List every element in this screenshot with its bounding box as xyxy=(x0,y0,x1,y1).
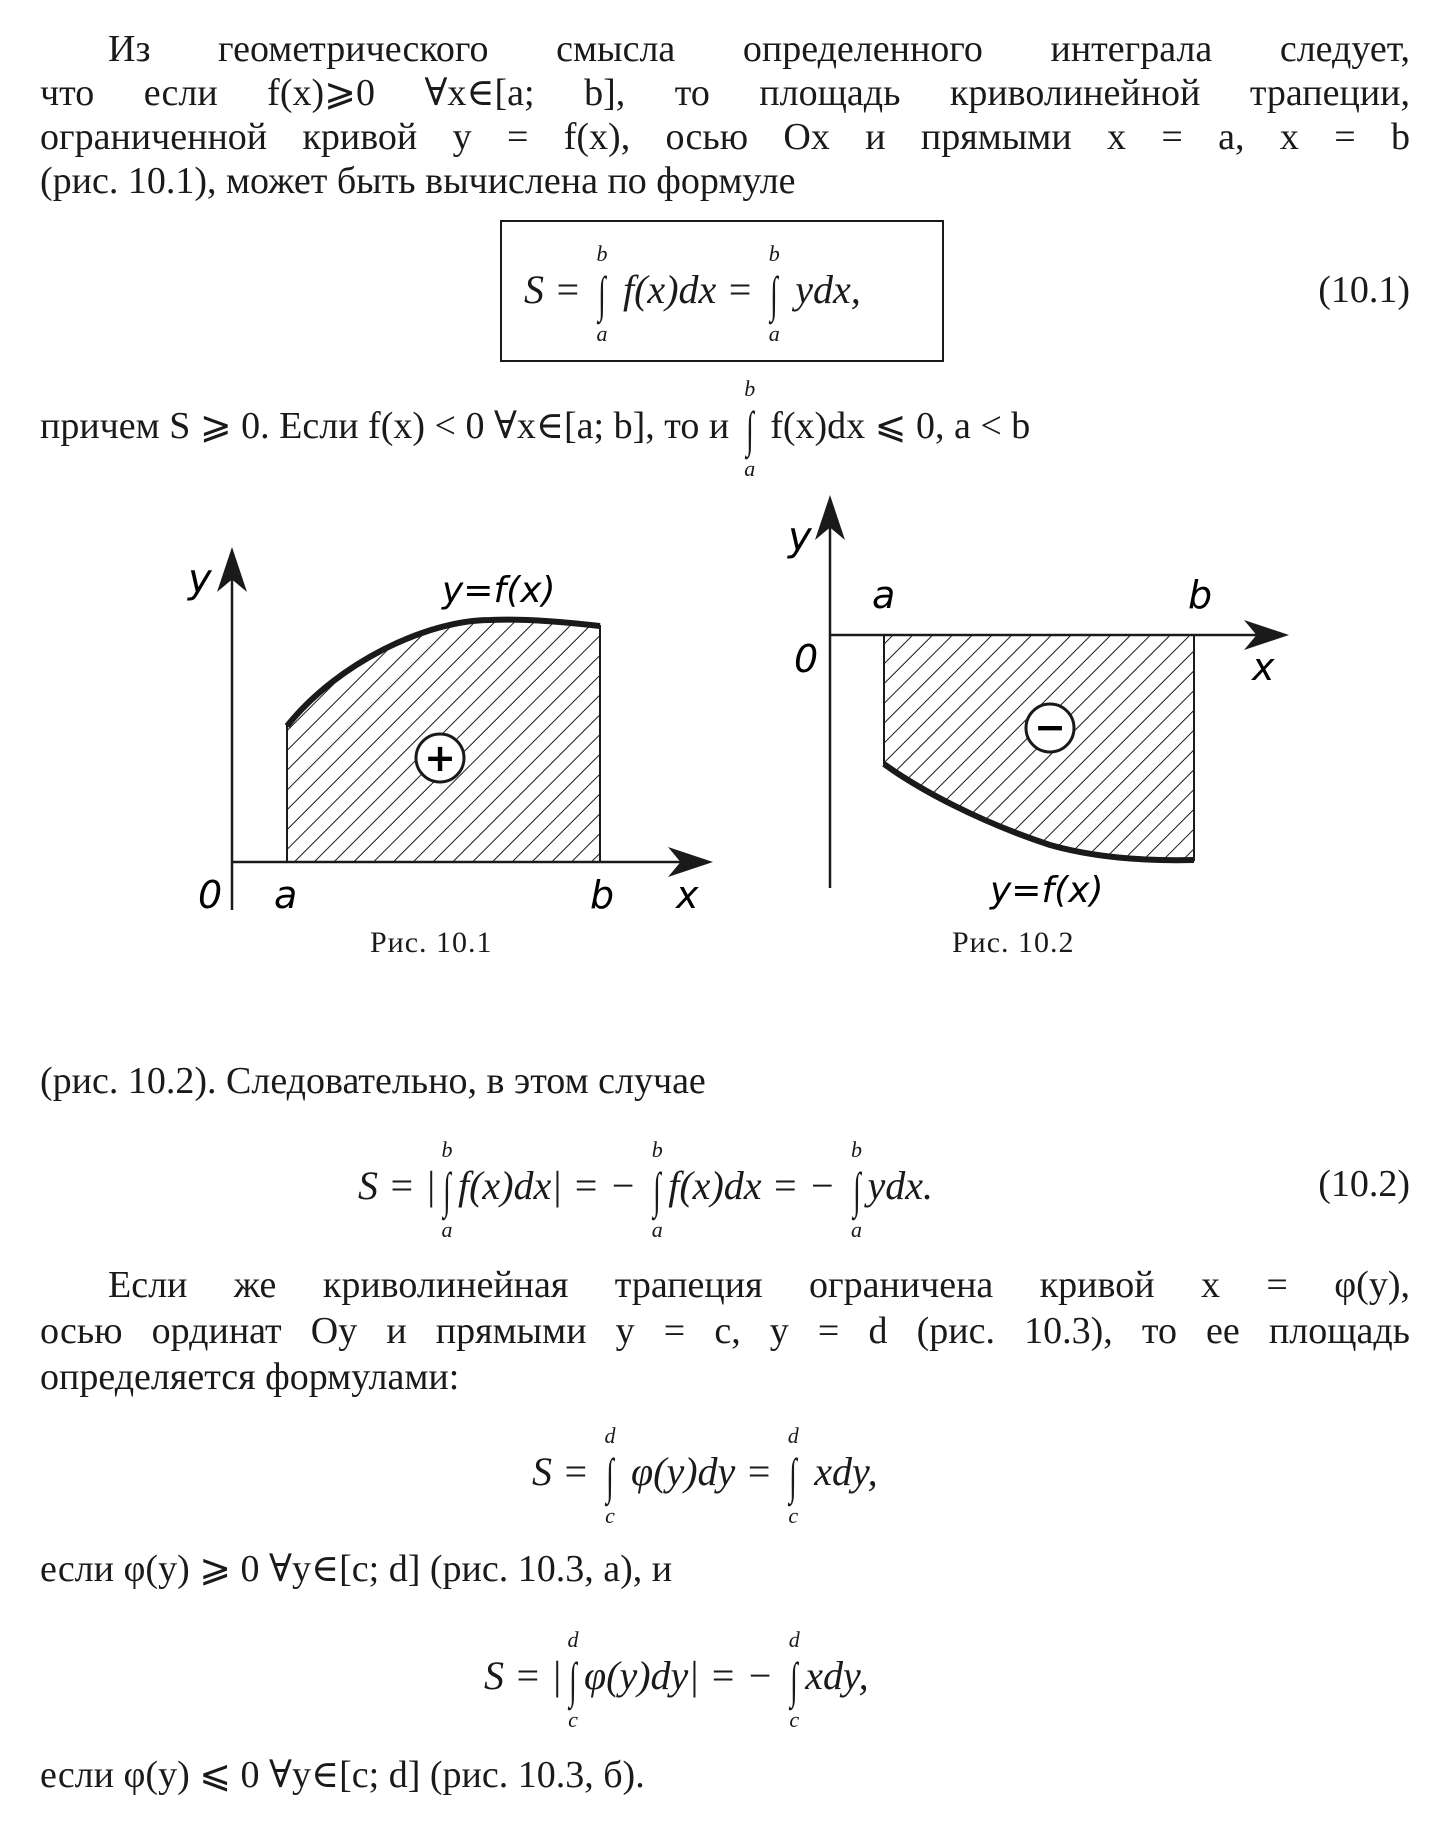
formula-4-f1: φ(y)dy| = − xyxy=(584,1653,774,1698)
integral-sign: b ∫ a xyxy=(591,269,613,319)
x-label: x xyxy=(676,873,699,917)
integral-lower: a xyxy=(441,1216,453,1242)
integral-lower: a xyxy=(651,1216,663,1242)
caption-fig-10-2: Рис. 10.2 xyxy=(952,926,1075,959)
integral-sign: b ∫ a xyxy=(436,1165,458,1215)
integral-sign: b ∫ a xyxy=(739,404,761,454)
integral-upper: d xyxy=(567,1626,579,1652)
integral-upper: d xyxy=(788,1626,800,1652)
curve-label: y=f(x) xyxy=(990,870,1104,911)
formula-10-2 xyxy=(358,1136,934,1242)
integral-lower: a xyxy=(768,320,780,346)
integral-sign: d ∫ c xyxy=(783,1655,805,1705)
y-label: y xyxy=(188,556,212,602)
figure-10-1 xyxy=(180,540,720,940)
formula-10-1-lhs: S = xyxy=(524,267,581,312)
para1-line4: (рис. 10.1), может быть вычислена по формуле xyxy=(40,160,796,202)
formula-10-2-f2: f(x)dx = − xyxy=(668,1163,836,1208)
formula-phi-positive xyxy=(532,1422,878,1528)
x-label: x xyxy=(1252,645,1275,689)
integral-lower: c xyxy=(789,1706,800,1732)
integral-upper: b xyxy=(441,1136,453,1162)
origin-label: 0 xyxy=(198,873,223,917)
formula-10-1-f2: ydx, xyxy=(795,267,861,312)
formula-3-f2: xdy, xyxy=(814,1449,878,1494)
equation-number-10-1: (10.1) xyxy=(1318,269,1410,311)
integral-sign: b ∫ a xyxy=(763,269,785,319)
formula-phi-negative xyxy=(484,1626,869,1732)
formula-4-f2: xdy, xyxy=(805,1653,869,1698)
caption-fig-10-1: Рис. 10.1 xyxy=(370,926,493,959)
para1-line1: Из геометрического смысла определенного интеграла следует, xyxy=(108,28,1410,70)
minus-sign: − xyxy=(1034,705,1066,749)
condition-1: если φ(y) ⩾ 0 ∀y∈[c; d] (рис. 10.3, а), и xyxy=(40,1548,673,1590)
para3-line1: Если же криволинейная трапеция ограничена кривой x = φ(y), xyxy=(108,1264,1410,1306)
integral-sign: d ∫ c xyxy=(782,1451,804,1501)
a-label: a xyxy=(274,873,298,917)
origin-label: 0 xyxy=(794,637,819,681)
integral-lower: a xyxy=(851,1216,862,1242)
integral-sign: d ∫ c xyxy=(562,1655,584,1705)
formula-10-2-f3: ydx. xyxy=(867,1163,934,1208)
formula-10-1 xyxy=(524,240,861,346)
y-label: y xyxy=(788,514,812,560)
integral-upper: b xyxy=(744,376,756,402)
integral-lower: c xyxy=(605,1502,615,1528)
integral-upper: b xyxy=(851,1136,862,1162)
para2: (рис. 10.2). Следовательно, в этом случае xyxy=(40,1060,706,1102)
integral-sign: d ∫ c xyxy=(599,1451,621,1501)
integral-sign: b ∫ a xyxy=(846,1165,868,1215)
formula-3-lhs: S = xyxy=(532,1449,589,1494)
integral-lower: a xyxy=(596,320,608,346)
para1-line3: ограниченной кривой y = f(x), осью Ox и прямыми x = a, x = b xyxy=(40,116,1410,158)
b-label: b xyxy=(1188,573,1213,617)
curve-label: y=f(x) xyxy=(442,570,556,611)
line-after-formula xyxy=(40,376,1031,482)
integral-lower: a xyxy=(744,456,756,482)
para1-line2: что если f(x)⩾0 ∀x∈[a; b], то площадь криволинейной трапеции, xyxy=(40,72,1410,114)
plus-sign: + xyxy=(424,736,456,780)
a-label: a xyxy=(872,573,896,617)
formula-10-2-lhs: S = | xyxy=(358,1163,436,1208)
equation-number-10-2: (10.2) xyxy=(1318,1163,1410,1205)
integral-lower: c xyxy=(568,1706,578,1732)
condition-2: если φ(y) ⩽ 0 ∀y∈[c; d] (рис. 10.3, б). xyxy=(40,1754,645,1796)
integral-upper: b xyxy=(768,240,780,266)
para3-line3: определяется формулами: xyxy=(40,1356,460,1398)
figure-10-2 xyxy=(780,490,1300,920)
para3-line2: осью ординат Oy и прямыми y = c, y = d (рис. 10.3), то ее площадь xyxy=(40,1310,1410,1352)
integral-upper: b xyxy=(651,1136,663,1162)
b-label: b xyxy=(590,873,615,917)
formula-4-lhs: S = | xyxy=(484,1653,562,1698)
line-after-b: f(x)dx ⩽ 0, a < b xyxy=(770,405,1031,447)
integral-upper: d xyxy=(787,1422,799,1448)
formula-10-2-f1: f(x)dx| = − xyxy=(458,1163,637,1208)
integral-upper: b xyxy=(596,240,608,266)
integral-upper: d xyxy=(604,1422,616,1448)
integral-sign: b ∫ a xyxy=(646,1165,668,1215)
formula-10-1-f1: f(x)dx = xyxy=(623,267,754,312)
line-after-a: причем S ⩾ 0. Если f(x) < 0 ∀x∈[a; b], то и xyxy=(40,405,730,447)
formula-3-f1: φ(y)dy = xyxy=(631,1449,773,1494)
integral-lower: c xyxy=(788,1502,799,1528)
